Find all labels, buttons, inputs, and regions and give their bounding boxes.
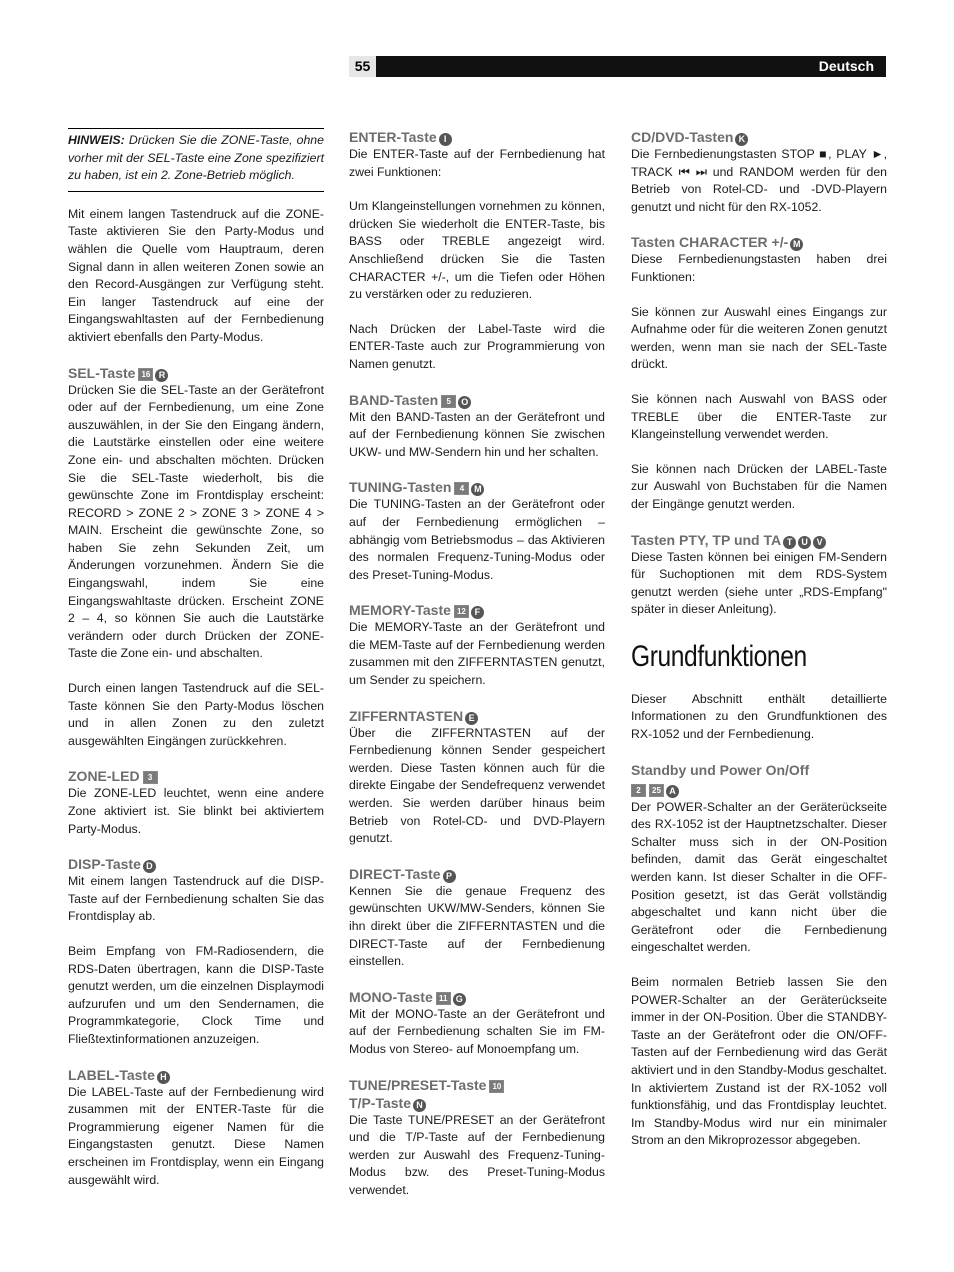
column-2 bbox=[349, 128, 605, 1217]
cd-dvd-paragraph: Die Fernbedienungstasten STOP ■, PLAY ►, TRACK ⏮ ⏭ und RANDOM werden für den Betrieb von Rotel-CD- und -DVD-Playern genutzt und nicht für den RX-1052. bbox=[631, 147, 887, 214]
column-3 bbox=[631, 128, 887, 1167]
remote-ref-icon: T bbox=[783, 536, 796, 549]
section-title-memory: MEMORY-Taste 12 F bbox=[349, 601, 605, 619]
front-panel-ref-icon: 2 bbox=[631, 784, 646, 797]
standby-paragraph-2: Beim normalen Betrieb lassen Sie den POWER-Schalter an der Geräterückseite immer in der ON-Position. Über die STANDBY-Taste an der Gerätefront oder die ON/OFF-Tasten auf der Fernbedienung wird das Gerät aktiviert und in den Standby-Modus geschaltet. In aktiviertem Zustand ist der RX-1052 voll funktionsfähig, und das Frontdisplay leuchtet. Im Standby-Modus wird nur ein minimaler Strom an den Mikroprozessor abgegeben. bbox=[631, 975, 887, 1148]
enter-paragraph-3: Nach Drücken der Label-Taste wird die ENTER-Taste auch zur Programmierung von Namen genutzt. bbox=[349, 321, 605, 371]
section-title-cd-dvd: CD/DVD-Tasten K bbox=[631, 128, 887, 146]
remote-ref-icon: P bbox=[443, 870, 456, 883]
character-paragraph-1: Diese Fernbedienungstasten haben drei Funktionen: bbox=[631, 252, 887, 284]
header-bar bbox=[349, 56, 886, 77]
enter-paragraph-1: Die ENTER-Taste auf der Fernbedienung hat zwei Funktionen: bbox=[349, 147, 605, 179]
remote-ref-icon: A bbox=[666, 785, 679, 798]
remote-ref-icon: N bbox=[413, 1099, 426, 1112]
character-paragraph-3: Sie können nach Auswahl von BASS oder TREBLE über die ENTER-Taste zur Klangeinstellung verwendet werden. bbox=[631, 391, 887, 442]
sel-paragraph-2: Durch einen langen Tastendruck auf die SEL-Taste können Sie den Party-Modus löschen und in allen Zonen zu den zuletzt ausgewählten Eingängen zurückkehren. bbox=[68, 681, 324, 748]
grundfunktionen-paragraph: Dieser Abschnitt enthält detaillierte Informationen zu den Grundfunktionen des RX-1052 und der Fernbedienung. bbox=[631, 691, 887, 742]
zifferntasten-paragraph: Über die ZIFFERNTASTEN auf der Fernbedienung können Sender gespeichert werden. Diese Tasten können auch für die direkte Eingabe der Sendefrequenz verwendet werden. Sie werden darüber hinaus beim Betrieb von Rotel-CD- und DVD-Playern genutzt. bbox=[349, 725, 605, 846]
note-box bbox=[68, 128, 324, 192]
column-1 bbox=[68, 128, 324, 1206]
standby-ref-icons bbox=[631, 781, 887, 799]
section-title-sel: SEL-Taste 16 R bbox=[68, 364, 324, 382]
front-panel-ref-icon: 5 bbox=[441, 395, 456, 408]
remote-ref-icon: K bbox=[735, 133, 748, 146]
remote-ref-icon: R bbox=[155, 369, 168, 382]
note-label: HINWEIS: bbox=[68, 133, 125, 147]
remote-ref-icon: V bbox=[813, 536, 826, 549]
front-panel-ref-icon: 11 bbox=[436, 992, 451, 1005]
band-paragraph: Mit den BAND-Tasten an der Gerätefront und auf der Fernbedienung können Sie zwischen UKW- und MW-Sendern hin und her schalten. bbox=[349, 409, 605, 459]
tune-preset-paragraph: Die Taste TUNE/PRESET an der Gerätefront und die T/P-Taste auf der Fernbedienung werden zur Auswahl des Frequenz-Tuning-Modus bzw. des Preset-Tuning-Modus verwendet. bbox=[349, 1112, 605, 1197]
intro-paragraph: Mit einem langen Tastendruck auf die ZONE-Taste aktivieren Sie den Party-Modus und wählen die Quelle vom Hauptraum, deren Signal dann in allen weiteren Zonen sowie an den Record-Ausgängen zur Verfügung steht. Ein langer Tastendruck auf eine der Eingangswahltasten auf der Fernbedienung aktiviert ebenfalls den Party-Modus. bbox=[68, 206, 324, 344]
section-title-standby: Standby und Power On/Off bbox=[631, 761, 810, 778]
remote-ref-icon: O bbox=[458, 396, 471, 409]
mono-paragraph: Mit der MONO-Taste an der Gerätefront und auf der Fernbedienung schalten Sie im FM-Modus von Stereo- auf Monoempfang um. bbox=[349, 1006, 605, 1056]
remote-ref-icon: M bbox=[471, 483, 484, 496]
remote-ref-icon: M bbox=[790, 238, 803, 251]
section-title-tune-preset: TUNE/PRESET-Taste 10 T/P-Taste N bbox=[349, 1076, 605, 1112]
section-title-tuning: TUNING-Tasten 4 M bbox=[349, 478, 605, 496]
character-paragraph-4: Sie können nach Drücken der LABEL-Taste zur Auswahl von Buchstaben für die Namen der Eingänge genutzt werden. bbox=[631, 461, 887, 511]
section-title-pty-tp-ta: Tasten PTY, TP und TA T U V bbox=[631, 531, 887, 549]
chapter-title: Grundfunktionen bbox=[631, 639, 807, 673]
remote-ref-icon: U bbox=[798, 536, 811, 549]
section-title-label: LABEL-Taste H bbox=[68, 1066, 324, 1084]
language-label: Deutsch bbox=[818, 58, 874, 74]
disp-paragraph-1: Mit einem langen Tastendruck auf die DISP-Taste auf der Fernbedienung schalten Sie das Frontdisplay ab. bbox=[68, 874, 324, 924]
enter-paragraph-2: Um Klangeinstellungen vornehmen zu können, drücken Sie wiederholt die ENTER-Taste, bis BASS oder TREBLE angezeigt wird. Anschließend drücken Sie die Tasten CHARACTER +/-, um die Tiefen oder Höhen zu verstärken oder zu reduzieren. bbox=[349, 199, 605, 302]
front-panel-ref-icon: 3 bbox=[143, 771, 158, 784]
front-panel-ref-icon: 16 bbox=[138, 368, 153, 381]
rear-panel-ref-icon: 25 bbox=[649, 784, 664, 797]
remote-ref-icon: H bbox=[157, 1071, 170, 1084]
remote-ref-icon: D bbox=[143, 860, 156, 873]
memory-paragraph: Die MEMORY-Taste an der Gerätefront und die MEM-Taste auf der Fernbedienung werden zusammen mit den ZIFFERNTASTEN genutzt, um Sender zu speichern. bbox=[349, 620, 605, 688]
section-title-character: Tasten CHARACTER +/- M bbox=[631, 233, 887, 251]
zone-led-paragraph: Die ZONE-LED leuchtet, wenn eine andere Zone aktiviert ist. Sie blinkt bei aktiviertem Party-Modus. bbox=[68, 786, 324, 836]
section-title-zone-led: ZONE-LED 3 bbox=[68, 767, 324, 785]
section-title-disp: DISP-Taste D bbox=[68, 855, 324, 873]
direct-paragraph: Kennen Sie die genaue Frequenz des gewünschten UKW/MW-Senders, können Sie ihn direkt über die ZIFFERNTASTEN und die DIRECT-Taste auf der Fernbedienung einstellen. bbox=[349, 883, 605, 969]
disp-paragraph-2: Beim Empfang von FM-Radiosendern, die RDS-Daten übertragen, kann die DISP-Taste genutzt werden, um die einzelnen Displaymodi aufzurufen und um den Sendernamen, die Programmkategorie, Clock Time und Fließtextinformationen anzuzeigen. bbox=[68, 943, 324, 1046]
pty-paragraph: Diese Tasten können bei einigen FM-Sendern für Suchoptionen mit dem RDS-System genutzt werden (siehe unter „RDS-Empfang" später in dieser Anleitung). bbox=[631, 549, 887, 617]
standby-paragraph-1: Der POWER-Schalter an der Geräterückseite des RX-1052 ist der Hauptnetzschalter. Dieser Schalter muss sich in der ON-Position befinden, damit das Gerät eingeschaltet werden kann. Ist dieser Schalter in die OFF-Position gesetzt, ist das Gerät vollständig abgeschaltet und kann nicht über die Gerätefront oder die Fernbedienung eingeschaltet werden. bbox=[631, 799, 887, 955]
section-title-mono: MONO-Taste 11 G bbox=[349, 988, 605, 1006]
sel-paragraph-1: Drücken Sie die SEL-Taste an der Gerätefront oder auf der Fernbedienung, um eine Zone auszuwählen, in der Sie den Eingang ändern, die Lautstärke einstellen oder eine weitere Zone ein- und abschalten möchten. Drücken Sie die SEL-Taste wiederholt, bis die gewünschte Zone im Frontdisplay erscheint: RECORD > ZONE 2 > ZONE 3 > ZONE 4 > MAIN. Erscheint die gewünschte Zone, so haben Sie zehn Sekunden Zeit, um Änderungen vorzunehmen. Ändern Sie die Eingangswahl, indem Sie eine Eingangswahltaste drücken. Erscheint ZONE 2 – 4, so können Sie auch die Lautstärke verändern oder durch Drücken der ZONE-Taste die Zone ein- und abschalten. bbox=[68, 382, 324, 661]
remote-ref-icon: G bbox=[453, 993, 466, 1006]
section-title-enter: ENTER-Taste I bbox=[349, 128, 605, 146]
front-panel-ref-icon: 12 bbox=[454, 605, 469, 618]
remote-ref-icon: E bbox=[465, 712, 478, 725]
section-title-zifferntasten: ZIFFERNTASTEN E bbox=[349, 707, 605, 725]
character-paragraph-2: Sie können zur Auswahl eines Eingangs zur Aufnahme oder für die weiteren Zonen genutzt werden, wenn man sie nach der SEL-Taste drückt. bbox=[631, 304, 887, 372]
remote-ref-icon: F bbox=[471, 606, 484, 619]
label-paragraph: Die LABEL-Taste auf der Fernbedienung wird zusammen mit der ENTER-Taste für die Programmierung eigener Namen für die Eingangstasten genutzt. Diese Namen erscheinen im Frontdisplay, wenn ein Eingang ausgewählt wird. bbox=[68, 1084, 324, 1187]
note-text: Drücken Sie die ZONE-Taste, ohne vorher mit der SEL-Taste eine Zone spezifiziert zu haben, ist ein 2. Zone-Betrieb möglich. bbox=[68, 133, 324, 183]
front-panel-ref-icon: 10 bbox=[489, 1080, 504, 1093]
section-title-band: BAND-Tasten 5 O bbox=[349, 391, 605, 409]
front-panel-ref-icon: 4 bbox=[454, 482, 469, 495]
remote-ref-icon: I bbox=[439, 133, 452, 146]
tuning-paragraph: Die TUNING-Tasten an der Gerätefront oder auf der Fernbedienung ermöglichen – abhängig vom Betriebsmodus – das Aktivieren des normalen Frequenz-Tuning-Modus oder des Preset-Tuning-Modus. bbox=[349, 497, 605, 582]
page-number: 55 bbox=[349, 56, 376, 77]
section-title-direct: DIRECT-Taste P bbox=[349, 865, 605, 883]
